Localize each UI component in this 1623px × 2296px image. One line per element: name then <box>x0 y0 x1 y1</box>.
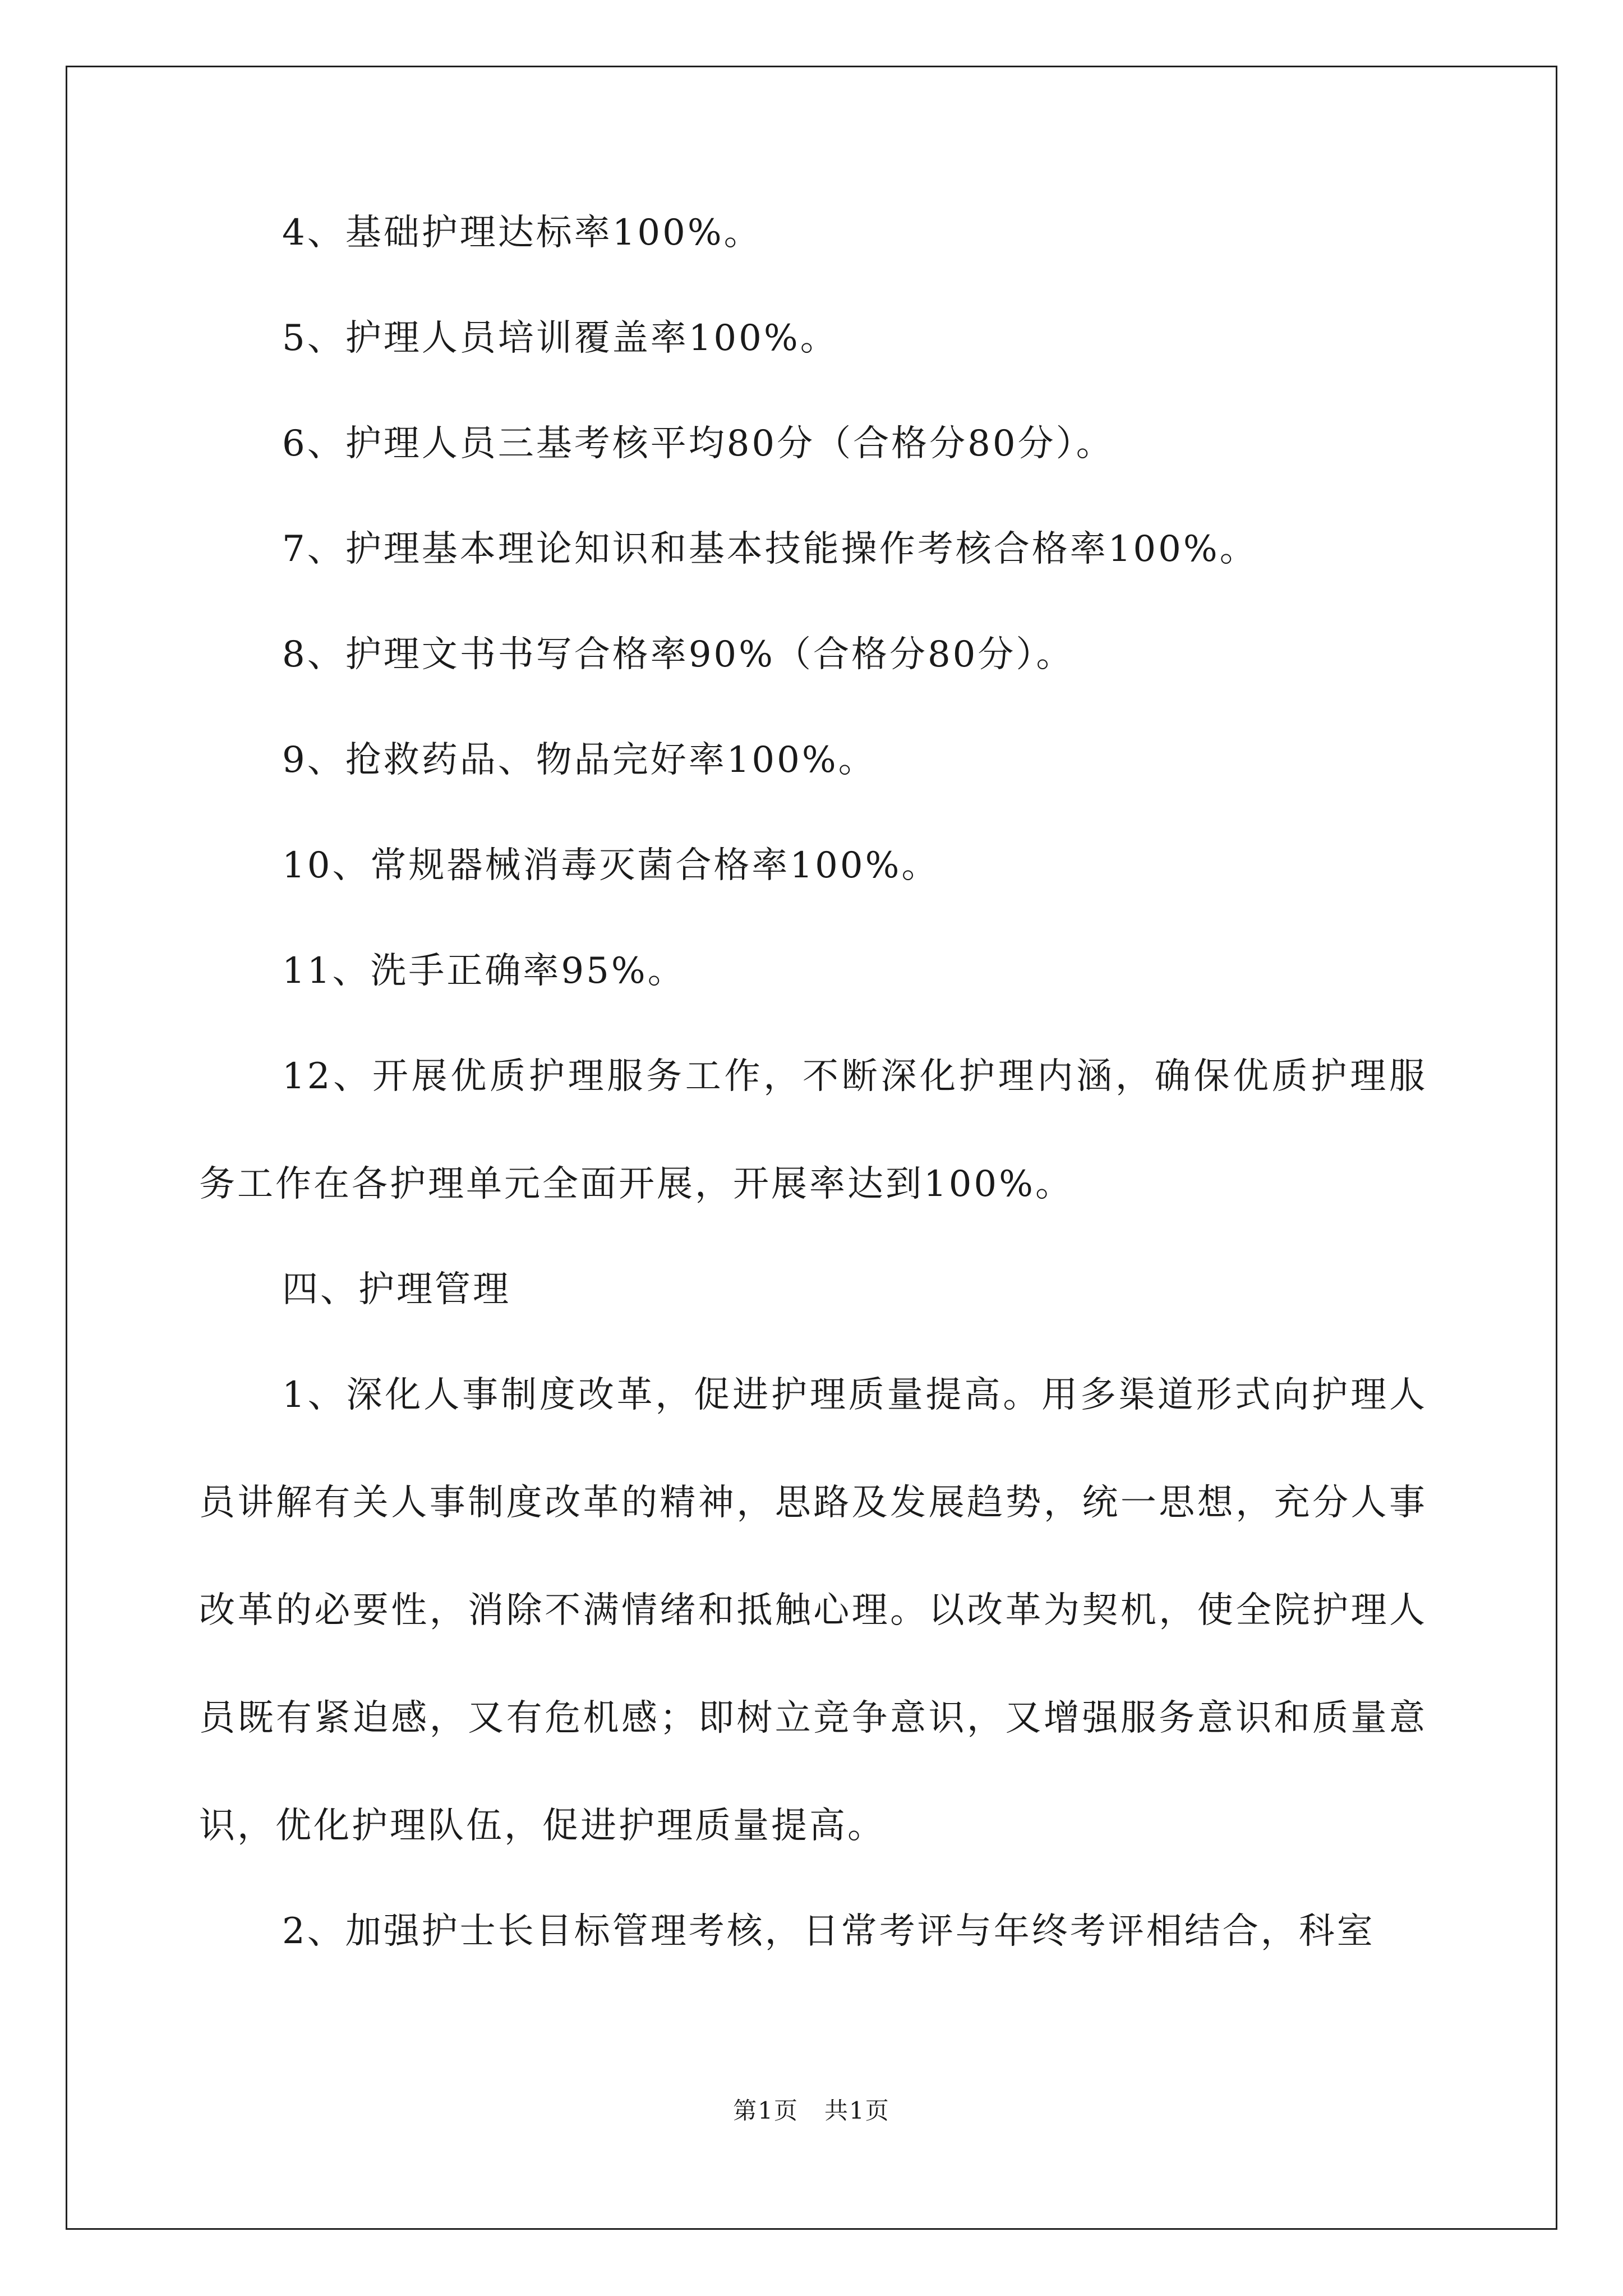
paragraph-item-11: 11、洗手正确率95%。 <box>282 950 686 992</box>
paragraph-management-2: 2、加强护士长目标管理考核，日常考评与年终考评相结合，科室 <box>282 1911 1375 1952</box>
paragraph-item-5: 5、护理人员培训覆盖率100%。 <box>282 318 838 359</box>
paragraph-item-12: 12、开展优质护理服务工作，不断深化护理内涵，确保优质护理服务工作在各护理单元全面开展，开展率达到100%。 <box>199 1056 1427 1205</box>
page-number: 第1页 <box>733 2097 799 2124</box>
paragraph-item-4: 4、基础护理达标率100%。 <box>282 212 762 254</box>
page-footer <box>0 2092 1623 2126</box>
section-heading-nursing-management: 四、护理管理 <box>282 1269 511 1310</box>
page-total: 共1页 <box>824 2097 890 2124</box>
paragraph-item-7: 7、护理基本理论知识和基本技能操作考核合格率100%。 <box>282 528 1258 570</box>
paragraph-item-6: 6、护理人员三基考核平均80分（合格分80分）。 <box>282 423 1114 464</box>
paragraph-management-1: 1、深化人事制度改革，促进护理质量提高。用多渠道形式向护理人员讲解有关人事制度改革的精神，思路及发展趋势，统一思想，充分人事改革的必要性，消除不满情绪和抵触心理。以改革为契机，使全院护理人员既有紧迫感，又有危机感；即树立竞争意识，又增强服务意识和质量意识，优化护理队伍，促进护理质量提高。 <box>199 1374 1427 1847</box>
paragraph-item-9: 9、抢救药品、物品完好率100%。 <box>282 739 877 781</box>
document-body <box>199 208 1427 2012</box>
paragraph-item-10: 10、常规器械消毒灭菌合格率100%。 <box>282 845 940 886</box>
paragraph-item-8: 8、护理文书书写合格率90%（合格分80分）。 <box>282 634 1075 675</box>
